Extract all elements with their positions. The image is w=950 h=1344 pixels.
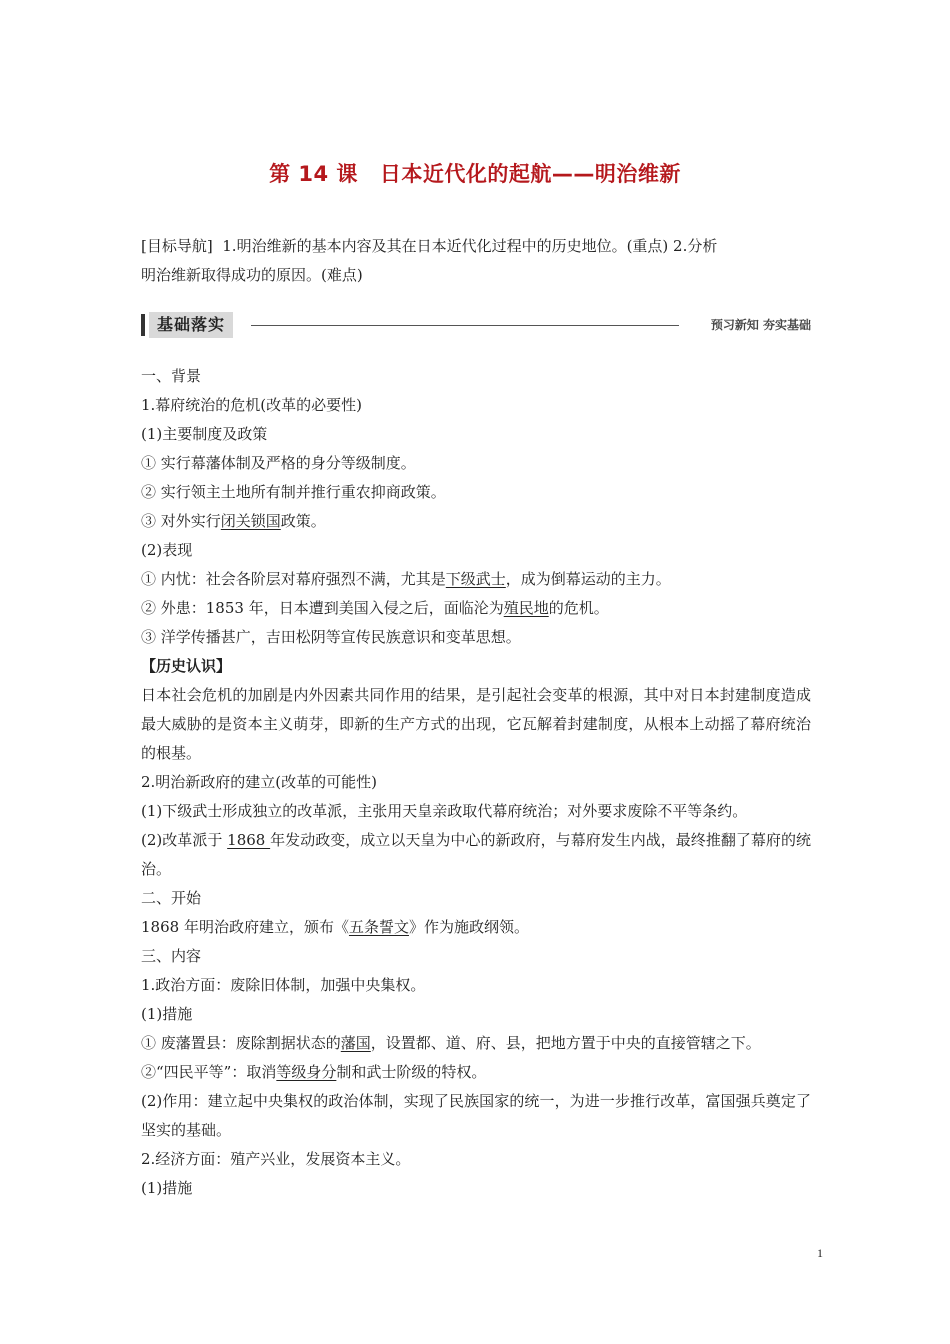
list-item: (1)下级武士形成独立的改革派，主张用天皇亲政取代幕府统治；对外要求废除不平等条约。 [141, 802, 748, 820]
page-number: 1 [817, 1246, 823, 1260]
history-insight-text: 日本社会危机的加剧是内外因素共同作用的结果，是引起社会变革的根源，其中对日本封建制度造成最大威胁的是资本主义萌芽，即新的生产方式的出现，它瓦解着封建制度，从根本上动摇了幕府统治的根基。 [141, 686, 811, 762]
goals-line1: 1.明治维新的基本内容及其在日本近代化过程中的历史地位。(重点) 2.分析 [222, 237, 718, 255]
subheading-crisis: 1.幕府统治的危机(改革的必要性) [141, 396, 363, 414]
key-term: 藩国 [340, 1034, 371, 1052]
lesson-number: 第 14 课 [269, 162, 358, 186]
item-effect: (2)作用：建立起中央集权的政治体制，实现了民族国家的统一，为进一步推行改革，富国强兵奠定了坚实的基础。 [141, 1092, 811, 1139]
list-item: ① 废藩置县：废除割据状态的藩国，设置都、道、府、县，把地方置于中央的直接管辖之下。 [141, 1034, 761, 1052]
item-measures: (1)措施 [141, 1005, 193, 1023]
key-term: 殖民地 [503, 599, 549, 617]
document-body [141, 362, 811, 1203]
heading-background: 一、背景 [141, 367, 202, 385]
history-insight-tag: 【历史认识】 [141, 657, 232, 675]
list-item: ②“四民平等”：取消等级身分制和武士阶级的特权。 [141, 1063, 487, 1081]
page-title [0, 158, 950, 188]
section-header [141, 311, 811, 341]
key-term: 1868 [227, 831, 271, 849]
learning-goals [141, 232, 811, 290]
section-subtitle: 预习新知 夯实基础 [710, 318, 811, 332]
list-item: ③ 洋学传播甚广，吉田松阴等宣传民族意识和变革思想。 [141, 628, 521, 646]
item-manifestation: (2)表现 [141, 541, 193, 559]
lesson-name: 日本近代化的起航——明治维新 [379, 162, 681, 186]
subheading-new-government: 2.明治新政府的建立(改革的可能性) [141, 773, 378, 791]
list-item: ① 内忧：社会各阶层对幕府强烈不满，尤其是下级武士，成为倒幕运动的主力。 [141, 570, 671, 588]
section-accent-bar [141, 314, 145, 336]
subheading-economy: 2.经济方面：殖产兴业，发展资本主义。 [141, 1150, 411, 1168]
section-label: 基础落实 [149, 312, 233, 338]
goals-tag: [目标导航] [141, 237, 213, 255]
paragraph: 1868 年明治政府建立，颁布《五条誓文》作为施政纲领。 [141, 918, 529, 936]
section-divider [251, 325, 679, 326]
list-item: ② 实行领主土地所有制并推行重农抑商政策。 [141, 483, 446, 501]
key-term: 五条誓文 [348, 918, 409, 936]
key-term: 闭关锁国 [220, 512, 281, 530]
item-measures: (1)措施 [141, 1179, 193, 1197]
key-term: 下级武士 [445, 570, 506, 588]
list-item: (2)改革派于 1868 年发动政变，成立以天皇为中心的新政府，与幕府发生内战，最终推翻了幕府的统治。 [141, 831, 811, 878]
goals-line2: 明治维新取得成功的原因。(难点) [141, 266, 363, 284]
heading-start: 二、开始 [141, 889, 202, 907]
list-item: ③ 对外实行闭关锁国政策。 [141, 512, 326, 530]
item-systems: (1)主要制度及政策 [141, 425, 268, 443]
list-item: ② 外患：1853 年，日本遭到美国入侵之后，面临沦为殖民地的危机。 [141, 599, 609, 617]
list-item: ① 实行幕藩体制及严格的身分等级制度。 [141, 454, 416, 472]
subheading-politics: 1.政治方面：废除旧体制，加强中央集权。 [141, 976, 426, 994]
heading-content: 三、内容 [141, 947, 202, 965]
key-term: 等级身分 [276, 1063, 337, 1081]
